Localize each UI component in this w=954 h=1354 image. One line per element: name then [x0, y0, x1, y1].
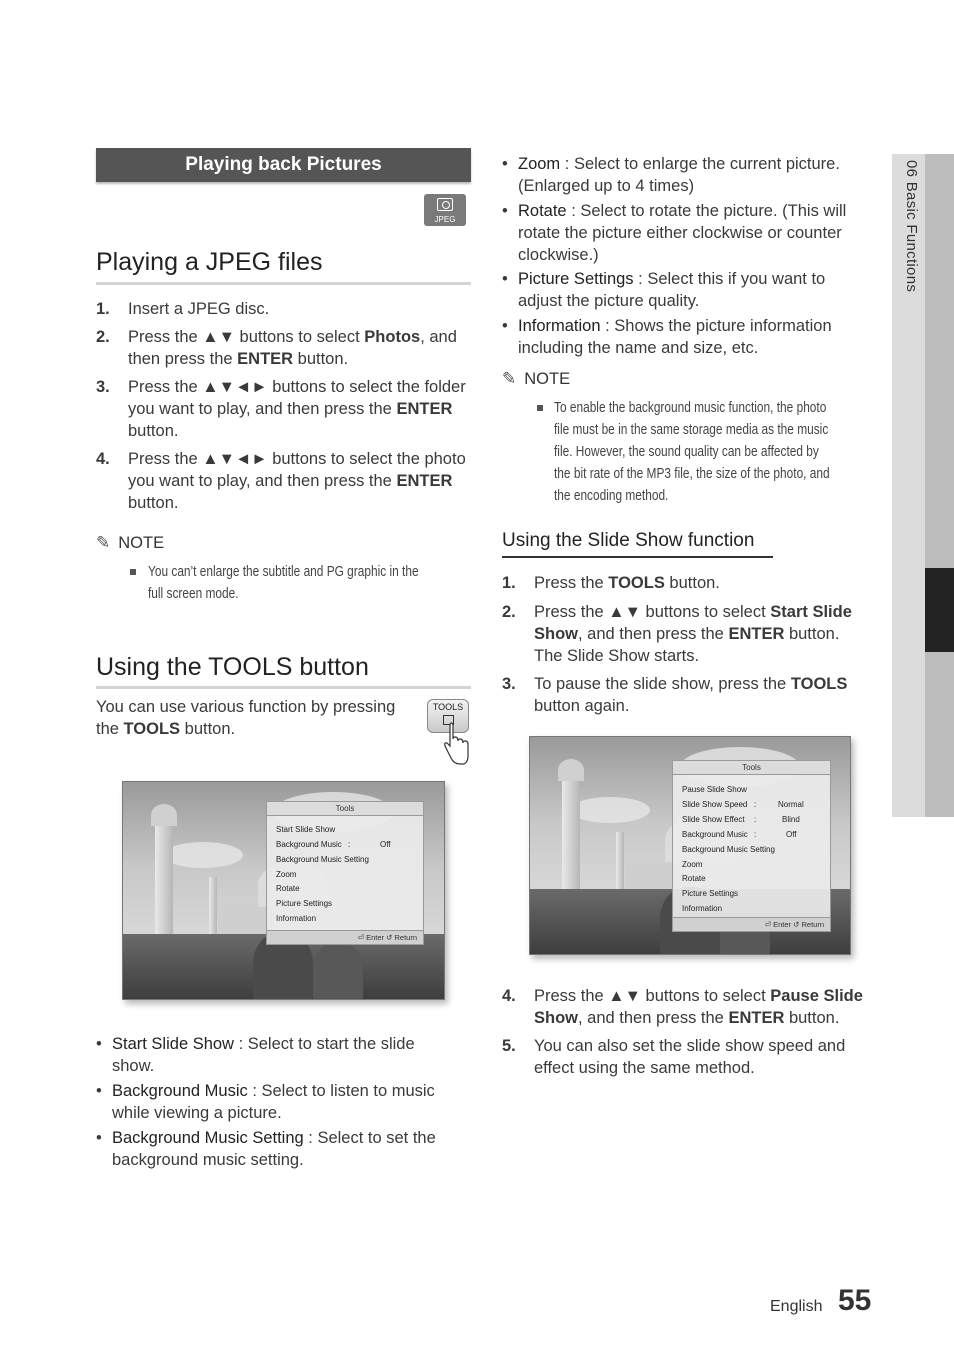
- step-text: [128, 448, 466, 514]
- text-run: the: [96, 720, 124, 738]
- square-bullet-icon: [130, 569, 136, 575]
- menu-item-label: Start Slide Show: [276, 825, 336, 834]
- text-run: including the name and size, etc.: [518, 339, 759, 357]
- text-run: Press the ▲▼◄► buttons to select the photo: [128, 450, 466, 468]
- bold-term: ENTER: [396, 400, 453, 418]
- step-number: 1.: [96, 300, 110, 318]
- bold-term: Show: [534, 1009, 578, 1027]
- text-run: button again.: [534, 697, 630, 715]
- menu-item[interactable]: [682, 845, 775, 854]
- menu-separator: :: [754, 800, 757, 809]
- title-rule: [96, 686, 471, 689]
- text-run: rotate the picture either clockwise or counter: [518, 224, 842, 242]
- menu-item-label: Zoom: [276, 870, 297, 879]
- slideshow-subheading: Using the Slide Show function: [502, 530, 755, 551]
- bold-term: Pause Slide: [770, 987, 863, 1005]
- menu-item-label: Picture Settings: [682, 889, 739, 898]
- menu-item-value: Blind: [782, 815, 800, 824]
- list-item-text: [112, 1080, 435, 1124]
- option-term: Start Slide Show: [112, 1035, 234, 1053]
- bullet-dot: •: [96, 1082, 102, 1100]
- text-run: button.: [293, 350, 349, 368]
- slideshow-menu-screenshot: [529, 736, 851, 955]
- menu-item[interactable]: [682, 815, 827, 824]
- text-run: button.: [784, 625, 840, 643]
- jpeg-section-title: Playing a JPEG files: [96, 248, 323, 276]
- menu-item[interactable]: [276, 884, 300, 893]
- step-item: [502, 673, 882, 717]
- menu-title: Tools: [673, 761, 830, 775]
- step-number: 5.: [502, 1037, 516, 1055]
- menu-item-value: Off: [380, 840, 391, 849]
- step-item: [502, 1035, 882, 1079]
- menu-item[interactable]: [682, 889, 738, 898]
- option-term: Background Music Setting: [112, 1129, 304, 1147]
- step-item: [96, 376, 476, 442]
- menu-item[interactable]: [276, 899, 332, 908]
- step-number: 1.: [502, 574, 516, 592]
- menu-item[interactable]: [682, 800, 827, 809]
- jpeg-disc-icon: [424, 194, 466, 226]
- menu-item[interactable]: [682, 874, 706, 883]
- note-text: [554, 397, 878, 507]
- text-run: : Select to rotate the picture. (This will: [566, 202, 847, 220]
- list-item: [502, 200, 882, 266]
- list-item-text: [518, 315, 832, 359]
- text-run: (Enlarged up to 4 times): [518, 177, 695, 195]
- tools-popup-menu: [266, 801, 424, 945]
- step-text: [534, 1035, 845, 1079]
- chapter-tab-label: 06 Basic Functions: [903, 160, 920, 293]
- list-item-text: [518, 153, 840, 197]
- note-label: NOTE: [118, 534, 165, 552]
- step-number: 3.: [502, 675, 516, 693]
- list-item: [96, 1127, 476, 1171]
- tools-section-title: Using the TOOLS button: [96, 653, 369, 681]
- text-run: while viewing a picture.: [112, 1104, 282, 1122]
- option-term: Background Music: [112, 1082, 248, 1100]
- text-run: , and then press the: [578, 1009, 729, 1027]
- note-line: full screen mode.: [148, 586, 239, 602]
- text-run: adjust the picture quality.: [518, 292, 700, 310]
- step-item: [502, 601, 882, 667]
- text-run: button.: [180, 720, 236, 738]
- menu-separator: :: [348, 840, 351, 849]
- menu-item-label: Pause Slide Show: [682, 785, 747, 794]
- text-run: then press the: [128, 350, 238, 368]
- menu-item[interactable]: [276, 855, 369, 864]
- text-run: The Slide Show starts.: [534, 647, 700, 665]
- menu-item[interactable]: [682, 860, 702, 869]
- option-term: Zoom: [518, 155, 561, 173]
- minaret-top-image: [558, 759, 584, 781]
- cloud-image: [163, 842, 243, 868]
- step-text: [128, 326, 457, 370]
- menu-item[interactable]: [276, 825, 335, 834]
- bold-term: TOOLS: [790, 675, 848, 693]
- bullet-dot: •: [96, 1035, 102, 1053]
- text-run: , and then press the: [578, 625, 729, 643]
- menu-item[interactable]: [682, 785, 747, 794]
- bold-term: TOOLS: [608, 574, 665, 592]
- text-run: clockwise.): [518, 246, 599, 264]
- step-number: 3.: [96, 378, 110, 396]
- list-item-text: [518, 200, 846, 266]
- option-term: Information: [518, 317, 601, 335]
- note-line: You can’t enlarge the subtitle and PG graphic in the: [148, 564, 419, 580]
- menu-item-label: Slide Show Speed: [682, 800, 748, 809]
- menu-item-label: Slide Show Effect: [682, 815, 745, 824]
- tools-popup-menu: [672, 760, 831, 932]
- note-line: To enable the background music function, the photo: [554, 400, 827, 416]
- text-run: you want to play, and then press the: [128, 472, 397, 490]
- list-item: [502, 153, 882, 197]
- step-number: 4.: [96, 450, 110, 468]
- text-run: button.: [784, 1009, 840, 1027]
- menu-item-value: Off: [786, 830, 797, 839]
- bullet-dot: •: [96, 1129, 102, 1147]
- bold-term: ENTER: [396, 472, 453, 490]
- list-item-text: [112, 1127, 436, 1171]
- text-run: you want to play, and then press the: [128, 400, 397, 418]
- pencil-icon: ✎: [502, 369, 517, 388]
- bullet-dot: •: [502, 317, 508, 335]
- menu-item-label: Picture Settings: [276, 899, 333, 908]
- step-item: [96, 298, 476, 320]
- note-line: file. However, the sound quality can be affected by: [554, 444, 819, 460]
- step-number: 4.: [502, 987, 516, 1005]
- footer-language: English: [770, 1298, 823, 1315]
- note-label: NOTE: [524, 370, 571, 388]
- bold-term: ENTER: [728, 625, 785, 643]
- list-item-text: [112, 1033, 415, 1077]
- text-run: background music setting.: [112, 1151, 304, 1169]
- list-item-text: [518, 268, 825, 312]
- text-run: button.: [664, 574, 720, 592]
- cloud-image: [570, 797, 650, 823]
- menu-item-label: Rotate: [276, 884, 300, 893]
- note-line: file must be in the same storage media as the music: [554, 422, 829, 438]
- menu-separator: :: [754, 815, 757, 824]
- bold-term: ENTER: [237, 350, 294, 368]
- bold-term: Start Slide: [770, 603, 852, 621]
- step-item: [502, 572, 882, 594]
- text-run: button.: [128, 494, 179, 512]
- title-rule: [96, 282, 471, 285]
- note-heading: [502, 369, 570, 389]
- bullet-dot: •: [502, 270, 508, 288]
- menu-item-label: Background Music Setting: [682, 845, 775, 854]
- bullet-dot: •: [502, 202, 508, 220]
- menu-item[interactable]: [276, 870, 296, 879]
- menu-item[interactable]: [276, 840, 416, 849]
- text-run: You can use various function by pressing: [96, 698, 396, 716]
- text-run: , and: [420, 328, 457, 346]
- menu-item-label: Background Music: [682, 830, 748, 839]
- tools-menu-screenshot: [122, 781, 445, 1000]
- text-run: Press the ▲▼ buttons to select: [534, 603, 771, 621]
- menu-footer: ⏎ Enter ↺ Return: [673, 917, 830, 931]
- text-run: Press the ▲▼◄► buttons to select the folder: [128, 378, 466, 396]
- menu-separator: :: [754, 830, 757, 839]
- menu-item[interactable]: [276, 914, 316, 923]
- step-text: [534, 673, 847, 717]
- text-run: button.: [128, 422, 179, 440]
- chapter-tab-strip: [925, 154, 954, 817]
- menu-item-label: Background Music Setting: [276, 855, 369, 864]
- step-text: Insert a JPEG disc.: [128, 300, 270, 318]
- bold-term: Photos: [364, 328, 421, 346]
- list-item: [502, 268, 882, 312]
- note-line: the bit rate of the MP3 file, the size of the photo, and: [554, 466, 830, 482]
- person-figure-image: [313, 942, 363, 1000]
- step-text: [534, 601, 852, 667]
- step-number: 2.: [502, 603, 516, 621]
- text-run: To pause the slide show, press the: [534, 675, 791, 693]
- pencil-icon: ✎: [96, 533, 111, 552]
- text-run: show.: [112, 1057, 155, 1075]
- note-heading: [96, 533, 164, 553]
- square-bullet-icon: [537, 405, 543, 411]
- text-run: : Shows the picture information: [600, 317, 832, 335]
- text-run: : Select this if you want to: [633, 270, 826, 288]
- text-run: effect using the same method.: [534, 1059, 755, 1077]
- list-item: [96, 1080, 476, 1124]
- bold-term: Show: [534, 625, 578, 643]
- camera-icon: [437, 198, 453, 211]
- menu-item-label: Information: [276, 914, 317, 923]
- text-run: : Select to set the: [303, 1129, 436, 1147]
- menu-footer: ⏎ Enter ↺ Return: [267, 930, 423, 944]
- text-run: Press the ▲▼ buttons to select: [534, 987, 771, 1005]
- jpeg-icon-label: JPEG: [434, 215, 456, 224]
- step-item: [96, 326, 476, 370]
- menu-item-label: Information: [682, 904, 723, 913]
- option-term: Rotate: [518, 202, 567, 220]
- tools-intro: [96, 696, 416, 740]
- bold-term: ENTER: [728, 1009, 785, 1027]
- step-text: [534, 572, 720, 594]
- menu-item-label: Zoom: [682, 860, 703, 869]
- menu-title: Tools: [267, 802, 423, 816]
- note-text: [148, 561, 468, 605]
- step-number: 2.: [96, 328, 110, 346]
- step-item: [96, 448, 476, 514]
- chapter-tab-marker: [925, 568, 954, 652]
- text-run: Press the: [534, 574, 609, 592]
- list-item: [96, 1033, 476, 1077]
- step-text: [534, 985, 863, 1029]
- step-text: [128, 376, 466, 442]
- text-run: : Select to start the slide: [233, 1035, 415, 1053]
- section-header-bar: Playing back Pictures: [96, 148, 471, 182]
- page-number: 55: [838, 1284, 872, 1317]
- bullet-dot: •: [502, 155, 508, 173]
- subheading-rule: [502, 556, 773, 558]
- text-run: You can also set the slide show speed and: [534, 1037, 846, 1055]
- option-term: Picture Settings: [518, 270, 634, 288]
- menu-item[interactable]: [682, 904, 722, 913]
- text-run: : Select to enlarge the current picture.: [560, 155, 840, 173]
- list-item: [502, 315, 882, 359]
- step-item: [502, 985, 882, 1029]
- menu-item-label: Rotate: [682, 874, 706, 883]
- menu-item[interactable]: [682, 830, 827, 839]
- tools-icon-label: TOOLS: [432, 702, 464, 712]
- pointing-hand-icon: [440, 722, 472, 766]
- text-run: : Select to listen to music: [247, 1082, 435, 1100]
- menu-item-label: Background Music: [276, 840, 342, 849]
- bold-term: TOOLS: [123, 720, 181, 738]
- menu-item-value: Normal: [778, 800, 804, 809]
- minaret-top-image: [151, 804, 177, 826]
- note-line: the encoding method.: [554, 488, 669, 504]
- text-run: Press the ▲▼ buttons to select: [128, 328, 365, 346]
